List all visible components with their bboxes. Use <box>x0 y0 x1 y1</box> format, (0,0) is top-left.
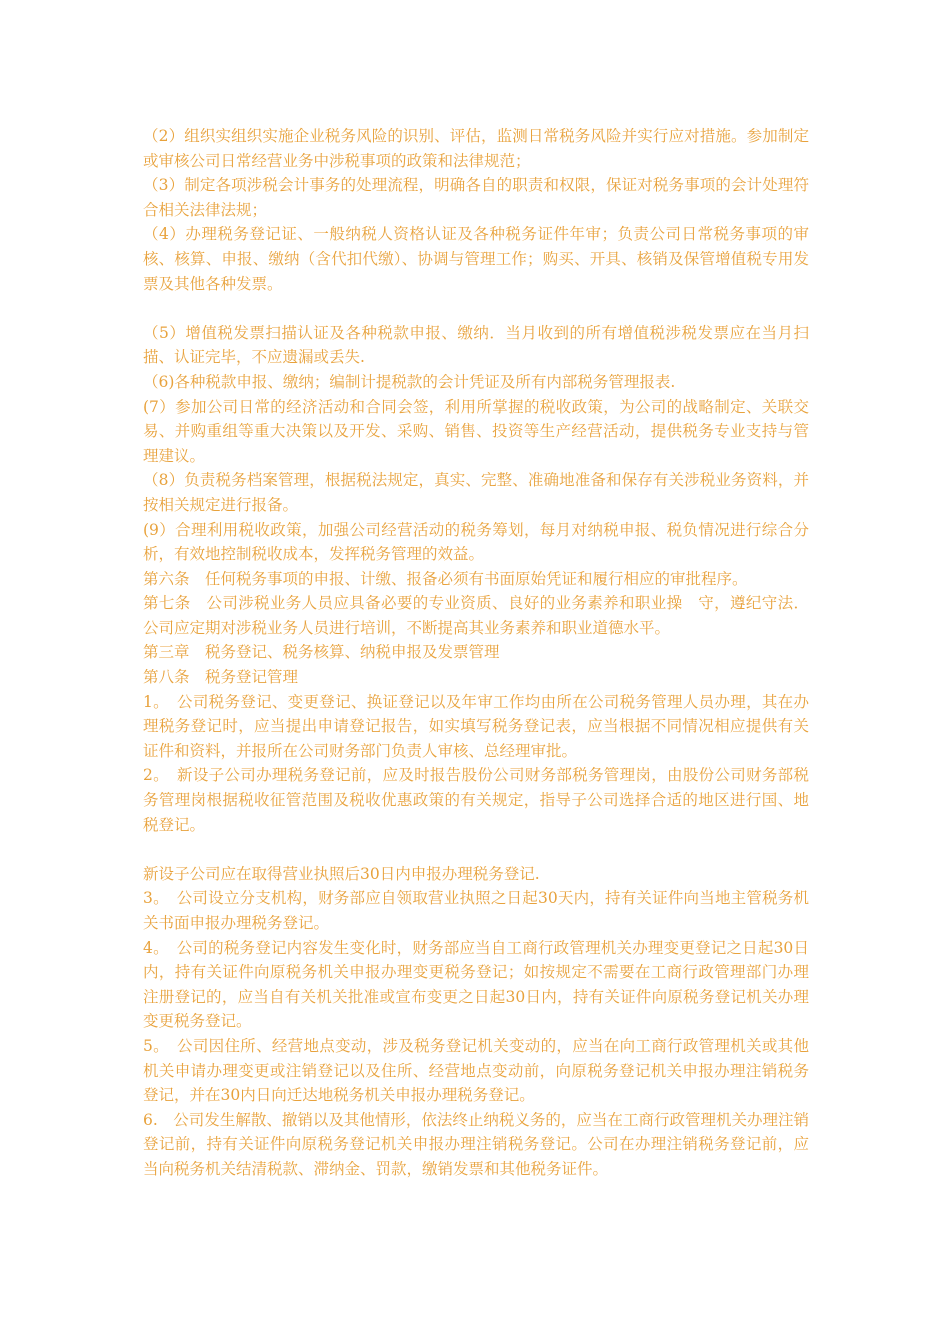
document-body <box>143 124 809 1182</box>
clause-6: 6. 公司发生解散、撤销以及其他情形，依法终止纳税义务的，应当在工商行政管理机关办理注销登记前，持有关证件向原税务登记机关申报办理注销税务登记。公司在办理注销税务登记前，应当向税务机关结清税款、滞纳金、罚款，缴销发票和其他税务证件。 <box>143 1110 809 1178</box>
clause-2: 2。 新设子公司办理税务登记前，应及时报告股份公司财务部税务管理岗，由股份公司财务部税务管理岗根据税收征管范围及税收优惠政策的有关规定，指导子公司选择合适的地区进行国、地税登记。 <box>143 766 809 834</box>
paragraph-item-5: （5）增值税发票扫描认证及各种税款申报、缴纳．当月收到的所有增值税涉税发票应在当月扫描、认证完毕，不应遗漏或丢失. <box>143 323 809 367</box>
clause-5: 5。 公司因住所、经营地点变动，涉及税务登记机关变动的，应当在向工商行政管理机关或其他机关申请办理变更或注销登记以及住所、经营地点变动前，向原税务登记机关申报办理注销税务登记，并在30内日向迁达地税务机关申报办理税务登记。 <box>143 1036 809 1105</box>
clause-2-note: 新设子公司应在取得营业执照后30日内申报办理税务登记. <box>143 864 540 883</box>
article-8-heading: 第八条 税务登记管理 <box>143 668 299 687</box>
paragraph-spacer <box>143 837 809 862</box>
article-7: 第七条 公司涉税业务人员应具备必要的专业资质、良好的业务素养和职业操 守，遵纪守法．公司应定期对涉税业务人员进行培训，不断提高其业务素养和职业道德水平。 <box>143 594 809 637</box>
clause-1: 1。 公司税务登记、变更登记、换证登记以及年审工作均由所在公司税务管理人员办理，其在办理税务登记时，应当提出申请登记报告，如实填写税务登记表，应当根据不同情况相应提供有关证件和资料，并报所在公司财务部门负责人审核、总经理审批。 <box>143 692 809 760</box>
clause-4: 4。 公司的税务登记内容发生变化时，财务部应当自工商行政管理机关办理变更登记之日起30日内，持有关证件向原税务机关申报办理变更税务登记；如按规定不需要在工商行政管理部门办理注册登记的，应当自有关机关批准或宣布变更之日起30日内，持有关证件向原税务登记机关办理变更税务登记。 <box>143 938 809 1031</box>
paragraph-item-2: （2）组织实组织实施企业税务风险的识别、评估，监测日常税务风险并实行应对措施。参加制定或审核公司日常经营业务中涉税事项的政策和法律规范； <box>143 127 809 170</box>
article-6: 第六条 任何税务事项的申报、计缴、报备必须有书面原始凭证和履行相应的审批程序。 <box>143 569 748 588</box>
chapter-3-heading: 第三章 税务登记、税务核算、纳税申报及发票管理 <box>143 643 500 662</box>
paragraph-item-9: (9）合理利用税收政策，加强公司经营活动的税务筹划，每月对纳税申报、税负情况进行综合分析，有效地控制税收成本，发挥税务管理的效益。 <box>143 520 809 564</box>
paragraph-item-6: （6)各种税款申报、缴纳；编制计提税款的会计凭证及所有内部税务管理报表. <box>143 372 676 391</box>
clause-3: 3。 公司设立分支机构，财务部应自领取营业执照之日起30天内，持有关证件向当地主管税务机关书面申报办理税务登记。 <box>143 889 809 932</box>
paragraph-item-3: （3）制定各项涉税会计事务的处理流程，明确各自的职责和权限，保证对税务事项的会计处理符合相关法律法规； <box>143 176 809 219</box>
paragraph-item-7: (7）参加公司日常的经济活动和合同会签，利用所掌握的税收政策，为公司的战略制定、关联交易、并购重组等重大决策以及开发、采购、销售、投资等生产经营活动，提供税务专业支持与管理建议。 <box>143 397 809 465</box>
paragraph-spacer <box>143 296 809 321</box>
paragraph-item-4: （4）办理税务登记证、一般纳税人资格认证及各种税务证件年审；负责公司日常税务事项的审核、核算、申报、缴纳（含代扣代缴）、协调与管理工作；购买、开具、核销及保管增值税专用发票及其他各种发票。 <box>143 225 809 293</box>
paragraph-item-8: （8）负责税务档案管理，根据税法规定，真实、完整、准确地准备和保存有关涉税业务资料，并按相关规定进行报备。 <box>143 471 809 514</box>
